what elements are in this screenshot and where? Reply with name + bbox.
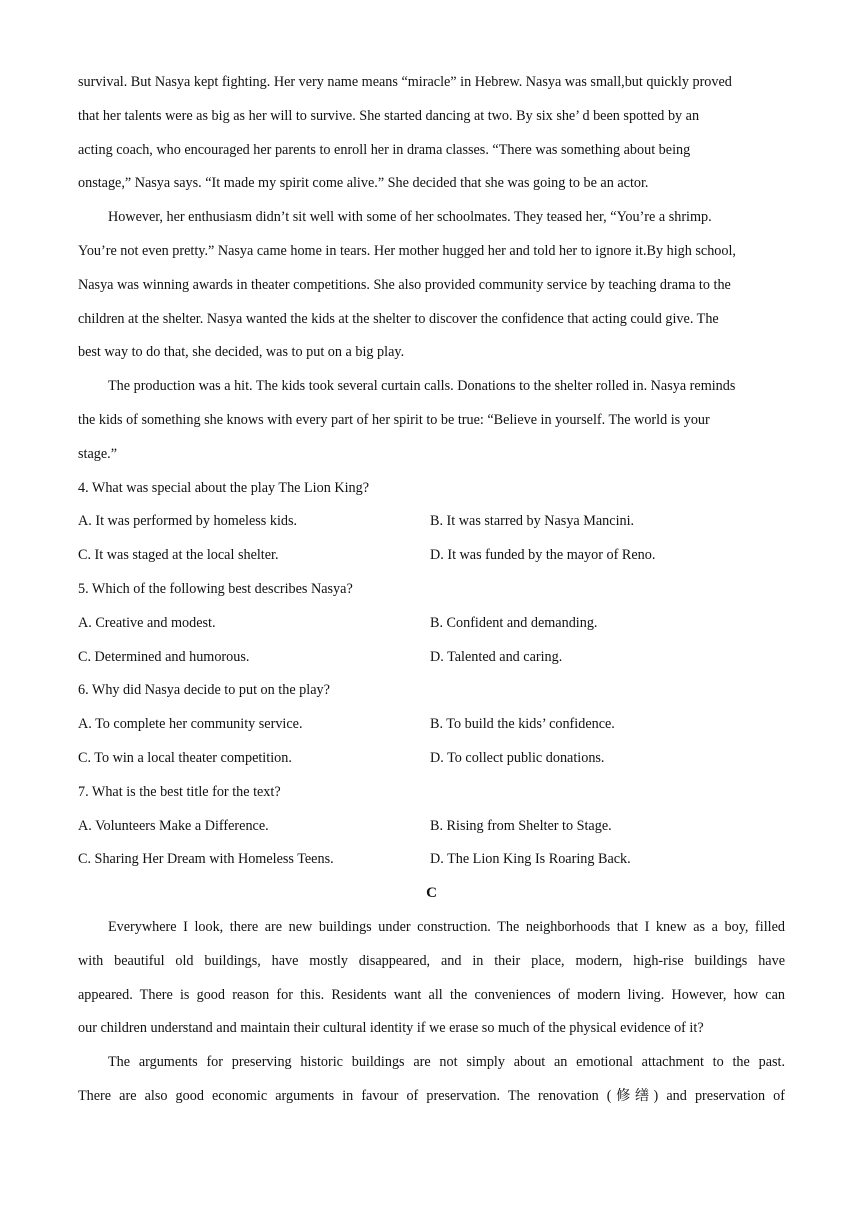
option-b: B. To build the kids’ confidence. (430, 716, 615, 733)
text-line: The production was a hit. The kids took several curtain calls. Donations to the shelter rolled in. Nasya reminds (108, 378, 736, 395)
option-d: D. To collect public donations. (430, 749, 605, 766)
text-line: children at the shelter. Nasya wanted the kids at the shelter to discover the confidence that acting could give. The (78, 310, 719, 327)
text-line: with beautiful old buildings, have mostly disappeared, and in their place, modern, high-rise buildings have (78, 952, 785, 969)
option-b: B. It was starred by Nasya Mancini. (430, 513, 635, 530)
option-a: A. To complete her community service. (78, 716, 303, 733)
option-a: A. It was performed by homeless kids. (78, 513, 298, 530)
text-line: stage.” (78, 445, 117, 462)
question-stem: 4. What was special about the play The Lion King? (78, 479, 370, 496)
option-b: B. Rising from Shelter to Stage. (430, 817, 612, 834)
text-line: the kids of something she knows with every part of her spirit to be true: “Believe in yourself. The world is your (78, 411, 710, 428)
option-d: D. Talented and caring. (430, 648, 563, 665)
text-line: acting coach, who encouraged her parents to enroll her in drama classes. “There was something about being (78, 141, 691, 158)
text-line: You’re not even pretty.” Nasya came home in tears. Her mother hugged her and told her to ignore it.By high school, (78, 242, 736, 259)
question-stem: 6. Why did Nasya decide to put on the play? (78, 682, 330, 699)
text-line: However, her enthusiasm didn’t sit well with some of her schoolmates. They teased her, “You’re a shrimp. (108, 209, 712, 226)
passage-b-paragraph-2 (78, 201, 785, 370)
passage-c-paragraph-2 (78, 1046, 785, 1114)
option-a: A. Creative and modest. (78, 614, 216, 631)
passage-b-paragraph-3 (78, 370, 785, 471)
option-c: C. Determined and humorous. (78, 648, 250, 665)
document-page (78, 66, 785, 1114)
option-b: B. Confident and demanding. (430, 614, 598, 631)
option-d: D. It was funded by the mayor of Reno. (430, 547, 656, 564)
option-d: D. The Lion King Is Roaring Back. (430, 851, 631, 868)
text-line: appeared. There is good reason for this. Residents want all the conveniences of modern living. However, how can (78, 986, 785, 1003)
text-line: There are also good economic arguments in favour of preservation. The renovation (修缮) and preservation of (78, 1087, 785, 1104)
question-stem: 7. What is the best title for the text? (78, 783, 281, 800)
option-a: A. Volunteers Make a Difference. (78, 817, 269, 834)
passage-c-paragraph-1 (78, 911, 785, 1046)
question-stem: 5. Which of the following best describes Nasya? (78, 580, 353, 597)
text-line: Everywhere I look, there are new buildings under construction. The neighborhoods that I knew as a boy, filled (108, 918, 785, 935)
text-line: our children understand and maintain their cultural identity if we erase so much of the physical evidence of it? (78, 1020, 704, 1037)
text-line: that her talents were as big as her will to survive. She started dancing at two. By six she’ d been spotted by an (78, 107, 700, 124)
text-line: onstage,” Nasya says. “It made my spirit come alive.” She decided that she was going to be an actor. (78, 175, 649, 192)
text-line: survival. But Nasya kept fighting. Her very name means “miracle” in Hebrew. Nasya was small,but quickly proved (78, 74, 732, 90)
text-line: The arguments for preserving historic buildings are not simply about an emotional attachment to the past. (108, 1054, 785, 1071)
passage-b-paragraph-1 (78, 66, 785, 201)
option-c: C. To win a local theater competition. (78, 749, 292, 766)
text-line: best way to do that, she decided, was to put on a big play. (78, 344, 405, 361)
option-c: C. Sharing Her Dream with Homeless Teens. (78, 851, 334, 868)
section-heading: C (426, 885, 437, 902)
question-6 (78, 674, 785, 775)
question-7 (78, 776, 785, 877)
question-4 (78, 472, 785, 573)
option-c: C. It was staged at the local shelter. (78, 547, 279, 564)
text-line: Nasya was winning awards in theater competitions. She also provided community service by teaching drama to the (78, 276, 731, 293)
question-5 (78, 573, 785, 674)
